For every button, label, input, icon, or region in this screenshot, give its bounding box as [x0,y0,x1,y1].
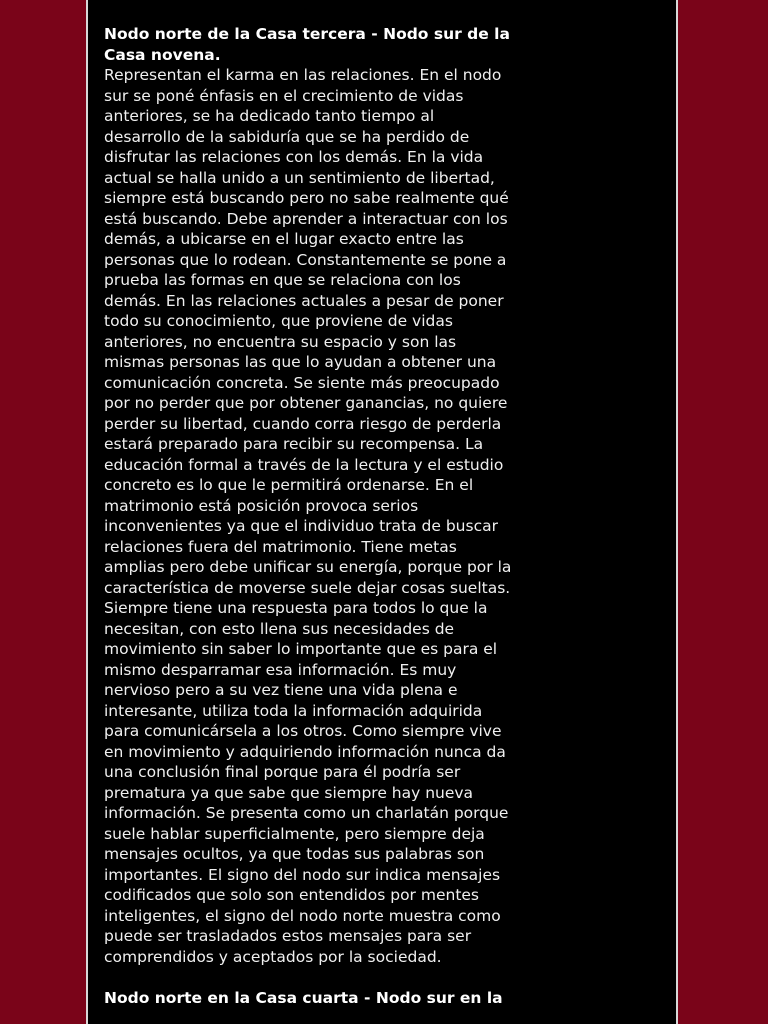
content-panel [86,0,678,1024]
section-title: Nodo norte en la Casa cuarta - Nodo sur en la [104,989,503,1007]
article-content [104,24,514,1009]
section-title: Nodo norte de la Casa tercera - Nodo sur de la Casa novena. [104,25,510,64]
section-body: Representan el karma en las relaciones. En el nodo sur se poné énfasis en el crecimiento de vidas anteriores, se ha dedicado tanto tiempo al desarrollo de la sabiduría que se ha perdido de disfrutar las relaciones con los demás. En la vida actual se halla unido a un sentimiento de libertad, siempre está buscando pero no sabe realmente qué está buscando. Debe aprender a interactuar con los demás, a ubicarse en el lugar exacto entre las personas que lo rodean. Constantemente se pone a prueba las formas en que se relaciona con los demás. En las relaciones actuales a pesar de poner todo su conocimiento, que proviene de vidas anteriores, no encuentra su espacio y son las mismas personas las que lo ayudan a obtener una comunicación concreta. Se siente más preocupado por no perder que por obtener ganancias, no quiere perder su libertad, cuando corra riesgo de perderla estará preparado para recibir su recompensa. La educación formal a través de la lectura y el estudio concreto es lo que le permitirá ordenarse. En el matrimonio está posición provoca serios inconvenientes ya que el individuo trata de buscar relaciones fuera del matrimonio. Tiene metas amplias pero debe unificar su energía, porque por la característica de moverse suele dejar cosas sueltas. Siempre tiene una respuesta para todos lo que la necesitan, con esto llena sus necesidades de movimiento sin saber lo importante que es para el mismo desparramar esa información. Es muy nervioso pero a su vez tiene una vida plena e interesante, utiliza toda la información adquirida para comunicársela a los otros. Como siempre vive en movimiento y adquiriendo información nunca da una conclusión final porque para él podría ser prematura ya que sabe que siempre hay nueva información. Se presenta como un charlatán porque suele hablar superficialmente, pero siempre deja mensajes ocultos, ya que todas sus palabras son importantes. El signo del nodo sur indica mensajes codificados que solo son entendidos por mentes inteligentes, el signo del nodo norte muestra como puede ser trasladados estos mensajes para ser comprendidos y aceptados por la sociedad. [104,66,512,966]
